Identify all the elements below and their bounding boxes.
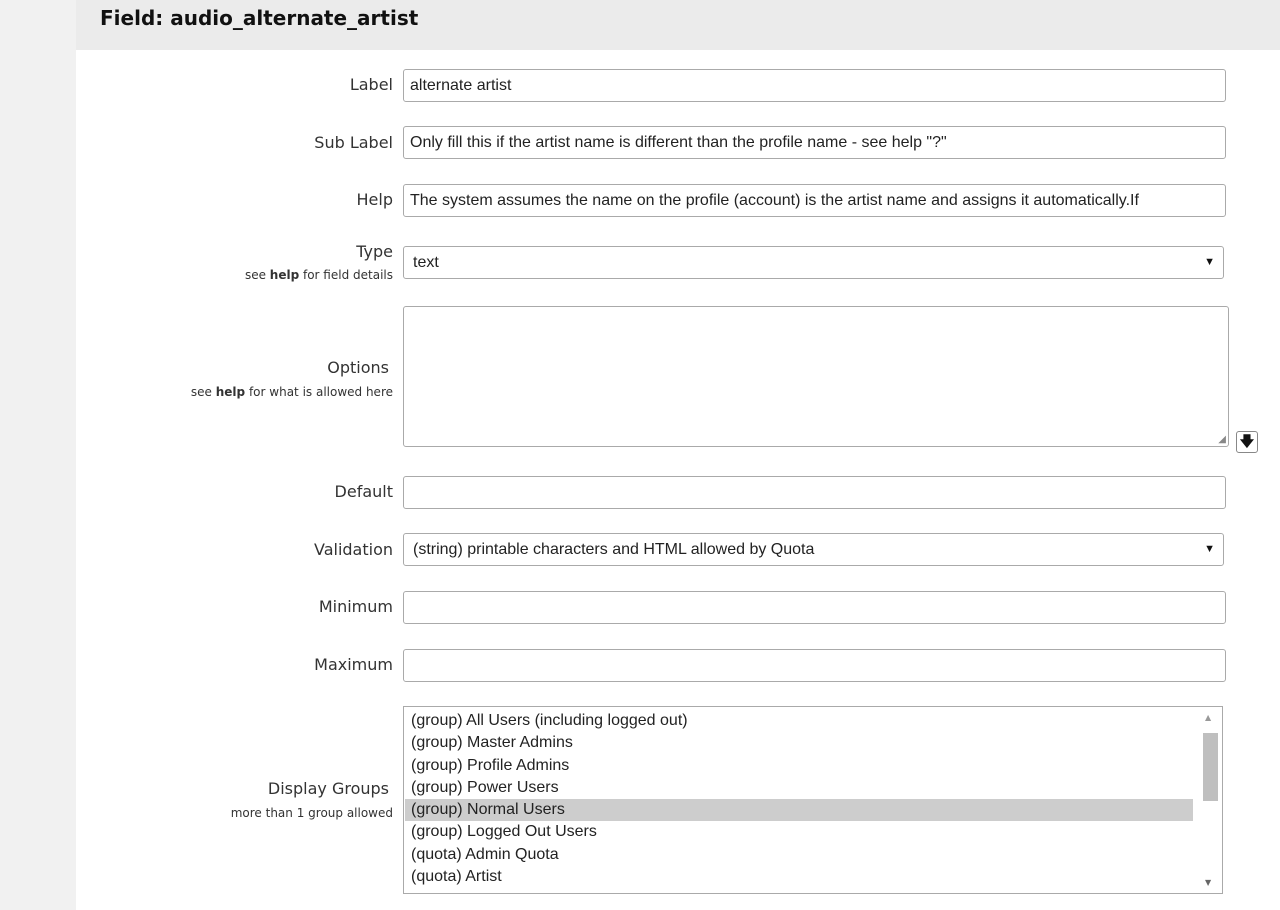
minimum-input[interactable] bbox=[403, 591, 1226, 624]
display-groups-field-label: Display Groups bbox=[267, 779, 389, 798]
chevron-down-icon: ▼ bbox=[1204, 256, 1215, 268]
list-item[interactable]: (group) Normal Users bbox=[405, 799, 1193, 821]
maximum-field-label: Maximum bbox=[314, 655, 393, 674]
type-select[interactable] bbox=[403, 246, 1224, 279]
list-item[interactable]: (group) All Users (including logged out) bbox=[411, 712, 688, 729]
type-field-label: Type bbox=[356, 242, 393, 261]
type-help-link[interactable]: help bbox=[269, 268, 300, 282]
scroll-down-icon[interactable]: ▼ bbox=[1205, 878, 1212, 887]
list-item[interactable]: (quota) Admin Quota bbox=[411, 845, 559, 863]
options-hint: see help for what is allowed here bbox=[190, 385, 393, 399]
chevron-down-icon: ▼ bbox=[1204, 543, 1215, 555]
list-item[interactable]: (group) Profile Admins bbox=[411, 756, 570, 774]
display-groups-multiselect[interactable] bbox=[403, 706, 1223, 894]
display-groups-hint: more than 1 group allowed bbox=[230, 806, 393, 820]
list-item[interactable]: (group) Logged Out Users bbox=[411, 823, 597, 841]
scrollbar-thumb[interactable] bbox=[1203, 733, 1218, 801]
minimum-field-label: Minimum bbox=[318, 597, 393, 616]
label-field-label: Label bbox=[349, 75, 393, 94]
options-help-link[interactable]: help bbox=[215, 385, 246, 399]
display-groups-options bbox=[405, 710, 1193, 888]
help-field-label: Help bbox=[356, 190, 393, 209]
sub-label-field-label: Sub Label bbox=[314, 133, 393, 152]
maximum-input[interactable] bbox=[403, 649, 1226, 682]
list-item[interactable]: (group) Power Users bbox=[411, 778, 559, 796]
label-input[interactable]: alternate artist bbox=[403, 69, 1226, 102]
default-field-label: Default bbox=[334, 482, 393, 501]
sub-label-input[interactable]: Only fill this if the artist name is different than the profile name - see help "?" bbox=[403, 126, 1226, 159]
validation-field-label: Validation bbox=[313, 540, 393, 559]
resize-grip-icon[interactable]: ◢ bbox=[1218, 434, 1226, 445]
options-field-label: Options bbox=[327, 358, 389, 377]
arrow-down-icon: 🡇 bbox=[1239, 434, 1255, 450]
type-select-value: text bbox=[413, 254, 439, 271]
validation-select[interactable] bbox=[403, 533, 1224, 566]
help-input[interactable]: The system assumes the name on the profile (account) is the artist name and assigns it automatically.If bbox=[403, 184, 1226, 217]
download-button[interactable] bbox=[1236, 431, 1258, 453]
page-header bbox=[76, 0, 1280, 50]
validation-select-value: (string) printable characters and HTML allowed by Quota bbox=[413, 541, 815, 558]
options-textarea[interactable] bbox=[403, 306, 1229, 447]
scroll-up-icon[interactable]: ▲ bbox=[1205, 713, 1212, 722]
list-item[interactable]: (group) Master Admins bbox=[411, 734, 573, 752]
default-input[interactable] bbox=[403, 476, 1226, 509]
type-hint: see help for field details bbox=[244, 268, 393, 282]
list-item[interactable]: (quota) Artist bbox=[411, 868, 502, 886]
page-title: Field: audio_alternate_artist bbox=[100, 6, 419, 30]
scrollbar[interactable] bbox=[1198, 707, 1222, 893]
